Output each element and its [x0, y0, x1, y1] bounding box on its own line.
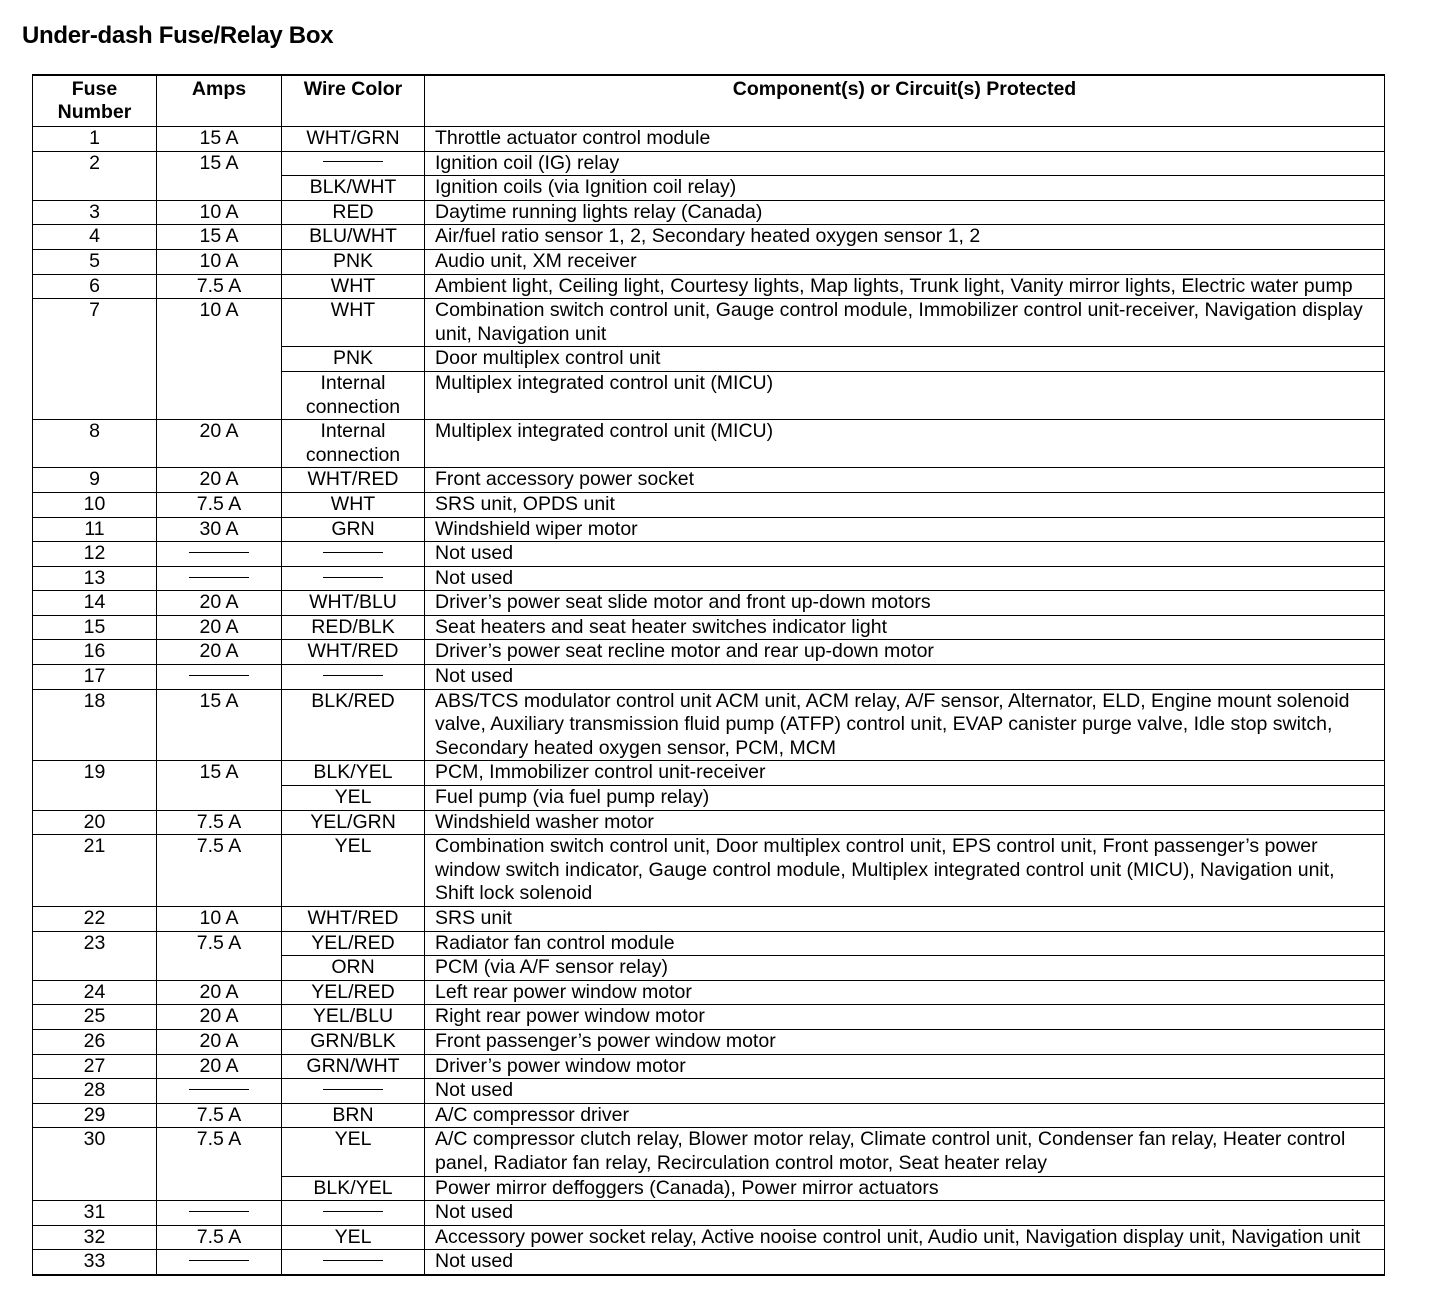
table-row — [33, 517, 1385, 542]
empty-dash — [189, 577, 249, 578]
table-row — [33, 468, 1385, 493]
wire-color-cell: RED — [282, 200, 425, 225]
fuse-number-cell: 8 — [33, 420, 157, 468]
empty-dash — [189, 1260, 249, 1261]
empty-dash — [323, 1211, 383, 1212]
fuse-number-cell: 7 — [33, 299, 157, 420]
component-cell: Multiplex integrated control unit (MICU) — [425, 420, 1385, 468]
amps-cell: 20 A — [157, 640, 282, 665]
table-row — [33, 1201, 1385, 1226]
amps-cell: 15 A — [157, 761, 282, 810]
component-cell: Not used — [425, 542, 1385, 567]
fuse-number-cell: 13 — [33, 566, 157, 591]
wire-color-cell: YEL/RED — [282, 931, 425, 956]
wire-color-cell: Internal connection — [282, 371, 425, 419]
component-cell: Daytime running lights relay (Canada) — [425, 200, 1385, 225]
component-cell: Ambient light, Ceiling light, Courtesy lights, Map lights, Trunk light, Vanity mirror lights, Electric water pump — [425, 274, 1385, 299]
table-row — [33, 492, 1385, 517]
component-cell: Not used — [425, 665, 1385, 690]
amps-cell: 7.5 A — [157, 835, 282, 907]
wire-color-cell: BLK/YEL — [282, 761, 425, 786]
component-cell: Door multiplex control unit — [425, 347, 1385, 372]
component-cell: Front accessory power socket — [425, 468, 1385, 493]
fuse-number-cell: 22 — [33, 907, 157, 932]
empty-dash — [323, 1260, 383, 1261]
component-cell: Not used — [425, 566, 1385, 591]
component-cell: Power mirror deffoggers (Canada), Power mirror actuators — [425, 1176, 1385, 1201]
header-wire-color: Wire Color — [282, 75, 425, 127]
component-cell: Radiator fan control module — [425, 931, 1385, 956]
fuse-number-cell: 1 — [33, 127, 157, 152]
table-row — [33, 1005, 1385, 1030]
component-cell: Combination switch control unit, Gauge control module, Immobilizer control unit-receiver, Navigation display unit, Navigation unit — [425, 299, 1385, 347]
fuse-number-cell: 21 — [33, 835, 157, 907]
wire-color-cell: YEL — [282, 835, 425, 907]
wire-color-cell: Internal connection — [282, 420, 425, 468]
component-cell: ABS/TCS modulator control unit ACM unit, ACM relay, A/F sensor, Alternator, ELD, Engine mount solenoid valve, Auxiliary transmission fluid pump (ATFP) control unit, EVAP canister purge valve, Idle stop switch, Secondary heated oxygen sensor, PCM, MCM — [425, 689, 1385, 761]
component-cell: Audio unit, XM receiver — [425, 249, 1385, 274]
component-cell: Driver’s power seat slide motor and front up-down motors — [425, 591, 1385, 616]
wire-color-cell: YEL/RED — [282, 980, 425, 1005]
table-row — [33, 1054, 1385, 1079]
fuse-number-cell: 2 — [33, 151, 157, 200]
table-row — [33, 1029, 1385, 1054]
amps-cell: 7.5 A — [157, 1128, 282, 1201]
component-cell: Not used — [425, 1079, 1385, 1104]
component-cell: Driver’s power window motor — [425, 1054, 1385, 1079]
header-component: Component(s) or Circuit(s) Protected — [425, 75, 1385, 127]
wire-color-cell: PNK — [282, 249, 425, 274]
component-cell: SRS unit — [425, 907, 1385, 932]
component-cell: Throttle actuator control module — [425, 127, 1385, 152]
fuse-number-cell: 4 — [33, 225, 157, 250]
component-cell: Not used — [425, 1201, 1385, 1226]
table-row — [33, 1225, 1385, 1250]
wire-color-cell — [282, 151, 425, 176]
wire-color-cell — [282, 665, 425, 690]
table-row — [33, 566, 1385, 591]
empty-dash — [189, 675, 249, 676]
wire-color-cell: WHT/RED — [282, 907, 425, 932]
amps-cell: 7.5 A — [157, 1103, 282, 1128]
wire-color-cell: ORN — [282, 956, 425, 981]
amps-cell — [157, 1079, 282, 1104]
table-row — [33, 1079, 1385, 1104]
component-cell: Windshield wiper motor — [425, 517, 1385, 542]
wire-color-cell: YEL — [282, 786, 425, 811]
fuse-number-cell: 5 — [33, 249, 157, 274]
fuse-number-cell: 28 — [33, 1079, 157, 1104]
fuse-number-cell: 26 — [33, 1029, 157, 1054]
amps-cell: 7.5 A — [157, 492, 282, 517]
wire-color-cell: YEL/GRN — [282, 810, 425, 835]
fuse-number-cell: 3 — [33, 200, 157, 225]
amps-cell: 10 A — [157, 907, 282, 932]
component-cell: Accessory power socket relay, Active nooise control unit, Audio unit, Navigation display unit, Navigation unit — [425, 1225, 1385, 1250]
wire-color-cell: WHT/RED — [282, 468, 425, 493]
empty-dash — [189, 1211, 249, 1212]
wire-color-cell: YEL — [282, 1225, 425, 1250]
table-row — [33, 127, 1385, 152]
amps-cell: 20 A — [157, 591, 282, 616]
page-title: Under-dash Fuse/Relay Box — [22, 22, 334, 49]
wire-color-cell — [282, 542, 425, 567]
wire-color-cell: BLU/WHT — [282, 225, 425, 250]
fuse-number-cell: 6 — [33, 274, 157, 299]
component-cell: PCM, Immobilizer control unit-receiver — [425, 761, 1385, 786]
component-cell: Front passenger’s power window motor — [425, 1029, 1385, 1054]
amps-cell: 15 A — [157, 151, 282, 200]
fuse-number-cell: 32 — [33, 1225, 157, 1250]
wire-color-cell: RED/BLK — [282, 615, 425, 640]
fuse-number-cell: 31 — [33, 1201, 157, 1226]
amps-cell — [157, 665, 282, 690]
fuse-number-cell: 10 — [33, 492, 157, 517]
amps-cell: 30 A — [157, 517, 282, 542]
component-cell: PCM (via A/F sensor relay) — [425, 956, 1385, 981]
wire-color-cell: GRN — [282, 517, 425, 542]
amps-cell — [157, 1250, 282, 1275]
component-cell: Not used — [425, 1250, 1385, 1275]
table-row — [33, 761, 1385, 786]
empty-dash — [323, 1089, 383, 1090]
wire-color-cell: WHT/RED — [282, 640, 425, 665]
fuse-number-cell: 9 — [33, 468, 157, 493]
wire-color-cell: WHT — [282, 299, 425, 347]
table-row — [33, 980, 1385, 1005]
amps-cell — [157, 542, 282, 567]
table-row — [33, 542, 1385, 567]
amps-cell: 7.5 A — [157, 274, 282, 299]
table-row — [33, 689, 1385, 761]
table-row — [33, 225, 1385, 250]
fuse-number-cell: 11 — [33, 517, 157, 542]
component-cell: Combination switch control unit, Door multiplex control unit, EPS control unit, Front passenger’s power window switch indicator, Gauge control module, Multiplex integrated control unit (MICU), Navigation unit, Shift lock solenoid — [425, 835, 1385, 907]
table-row — [33, 810, 1385, 835]
table-row — [33, 1250, 1385, 1275]
amps-cell: 7.5 A — [157, 810, 282, 835]
component-cell: Left rear power window motor — [425, 980, 1385, 1005]
amps-cell: 20 A — [157, 1005, 282, 1030]
wire-color-cell — [282, 1201, 425, 1226]
empty-dash — [189, 552, 249, 553]
header-fuse-number: Fuse Number — [33, 75, 157, 127]
fuse-number-cell: 29 — [33, 1103, 157, 1128]
table-body — [33, 127, 1385, 1275]
empty-dash — [323, 675, 383, 676]
amps-cell: 20 A — [157, 980, 282, 1005]
header-amps: Amps — [157, 75, 282, 127]
amps-cell: 15 A — [157, 127, 282, 152]
wire-color-cell: GRN/BLK — [282, 1029, 425, 1054]
component-cell: Right rear power window motor — [425, 1005, 1385, 1030]
component-cell: Ignition coils (via Ignition coil relay) — [425, 176, 1385, 201]
fuse-number-cell: 30 — [33, 1128, 157, 1201]
fuse-number-cell: 15 — [33, 615, 157, 640]
table-row — [33, 615, 1385, 640]
component-cell: Driver’s power seat recline motor and rear up-down motor — [425, 640, 1385, 665]
component-cell: Air/fuel ratio sensor 1, 2, Secondary heated oxygen sensor 1, 2 — [425, 225, 1385, 250]
wire-color-cell — [282, 1250, 425, 1275]
component-cell: A/C compressor clutch relay, Blower motor relay, Climate control unit, Condenser fan relay, Heater control panel, Radiator fan relay, Recirculation control motor, Seat heater relay — [425, 1128, 1385, 1176]
amps-cell: 7.5 A — [157, 931, 282, 980]
empty-dash — [323, 161, 383, 162]
table-header — [33, 75, 1385, 127]
fuse-table — [32, 74, 1385, 1276]
wire-color-cell: YEL/BLU — [282, 1005, 425, 1030]
amps-cell: 10 A — [157, 249, 282, 274]
wire-color-cell: BRN — [282, 1103, 425, 1128]
amps-cell: 15 A — [157, 225, 282, 250]
amps-cell: 10 A — [157, 200, 282, 225]
wire-color-cell: WHT — [282, 492, 425, 517]
table-row — [33, 200, 1385, 225]
amps-cell: 10 A — [157, 299, 282, 420]
table-row — [33, 1103, 1385, 1128]
fuse-number-cell: 24 — [33, 980, 157, 1005]
table-row — [33, 835, 1385, 907]
wire-color-cell — [282, 1079, 425, 1104]
component-cell: SRS unit, OPDS unit — [425, 492, 1385, 517]
table-row — [33, 907, 1385, 932]
fuse-number-cell: 17 — [33, 665, 157, 690]
wire-color-cell: BLK/YEL — [282, 1176, 425, 1201]
amps-cell: 20 A — [157, 1054, 282, 1079]
wire-color-cell: GRN/WHT — [282, 1054, 425, 1079]
component-cell: Windshield washer motor — [425, 810, 1385, 835]
table-row — [33, 665, 1385, 690]
fuse-number-cell: 18 — [33, 689, 157, 761]
wire-color-cell: YEL — [282, 1128, 425, 1176]
fuse-number-cell: 20 — [33, 810, 157, 835]
fuse-number-cell: 16 — [33, 640, 157, 665]
fuse-number-cell: 12 — [33, 542, 157, 567]
wire-color-cell: WHT/BLU — [282, 591, 425, 616]
empty-dash — [323, 577, 383, 578]
table-row — [33, 1128, 1385, 1176]
wire-color-cell: PNK — [282, 347, 425, 372]
table-row — [33, 274, 1385, 299]
wire-color-cell: WHT — [282, 274, 425, 299]
amps-cell: 20 A — [157, 615, 282, 640]
amps-cell: 7.5 A — [157, 1225, 282, 1250]
table-row — [33, 640, 1385, 665]
fuse-number-cell: 33 — [33, 1250, 157, 1275]
wire-color-cell: WHT/GRN — [282, 127, 425, 152]
component-cell: Ignition coil (IG) relay — [425, 151, 1385, 176]
table-row — [33, 249, 1385, 274]
component-cell: A/C compressor driver — [425, 1103, 1385, 1128]
wire-color-cell — [282, 566, 425, 591]
amps-cell: 15 A — [157, 689, 282, 761]
fuse-number-cell: 19 — [33, 761, 157, 810]
fuse-number-cell: 27 — [33, 1054, 157, 1079]
fuse-number-cell: 14 — [33, 591, 157, 616]
fuse-number-cell: 23 — [33, 931, 157, 980]
amps-cell — [157, 566, 282, 591]
amps-cell: 20 A — [157, 468, 282, 493]
wire-color-cell: BLK/WHT — [282, 176, 425, 201]
table-row — [33, 931, 1385, 956]
component-cell: Fuel pump (via fuel pump relay) — [425, 786, 1385, 811]
wire-color-cell: BLK/RED — [282, 689, 425, 761]
table-row — [33, 151, 1385, 176]
component-cell: Seat heaters and seat heater switches indicator light — [425, 615, 1385, 640]
amps-cell: 20 A — [157, 1029, 282, 1054]
amps-cell: 20 A — [157, 420, 282, 468]
component-cell: Multiplex integrated control unit (MICU) — [425, 371, 1385, 419]
table-row — [33, 591, 1385, 616]
amps-cell — [157, 1201, 282, 1226]
empty-dash — [189, 1089, 249, 1090]
table-row — [33, 420, 1385, 468]
fuse-number-cell: 25 — [33, 1005, 157, 1030]
table-row — [33, 299, 1385, 347]
header-row — [33, 75, 1385, 127]
empty-dash — [323, 552, 383, 553]
